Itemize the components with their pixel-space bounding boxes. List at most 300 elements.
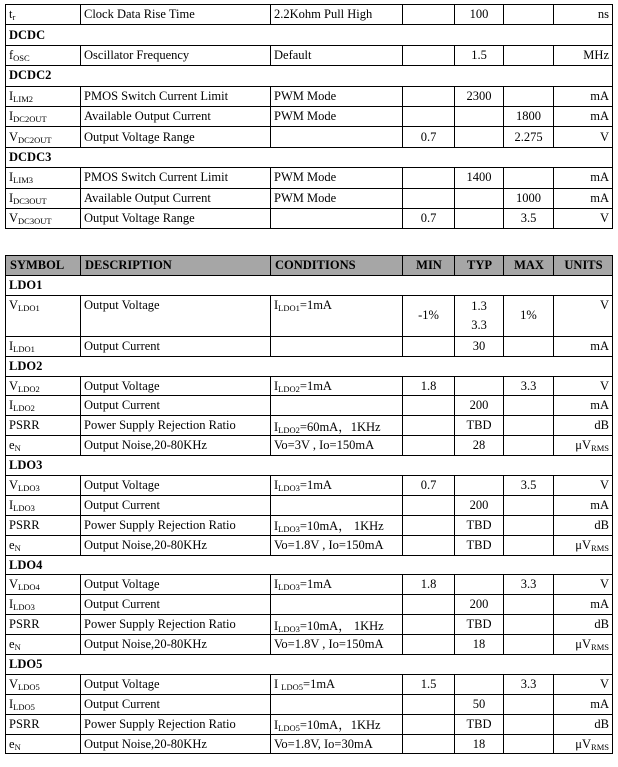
table-row (6, 127, 613, 147)
table-row (6, 595, 613, 615)
table-row (6, 106, 613, 126)
group-label: LDO3 (6, 456, 613, 476)
header-conditions: CONDITIONS (271, 256, 403, 276)
group-row (6, 66, 613, 86)
max-cell: 3.5 (504, 208, 554, 228)
unit-cell (554, 416, 613, 436)
min-cell (403, 515, 455, 535)
unit-cell (554, 188, 613, 208)
description-cell: Oscillator Frequency (81, 45, 271, 65)
symbol-cell (6, 495, 81, 515)
table-row (6, 5, 613, 25)
spec-table-dcdc-body (6, 5, 613, 229)
conditions-text-suffix: =1mA (299, 477, 332, 492)
unit-text: V (599, 211, 609, 226)
min-cell (403, 86, 455, 106)
typ-cell: 200 (455, 495, 504, 515)
max-cell (504, 535, 554, 555)
symbol-text: V (9, 129, 19, 144)
min-cell (403, 495, 455, 515)
conditions-cell (271, 734, 403, 754)
conditions-text-suffix: =10mA， 1KHz (299, 519, 384, 534)
conditions-text: Vo=1.8V , Io=150mA (274, 637, 384, 652)
table-row (6, 575, 613, 595)
group-label: LDO1 (6, 275, 613, 295)
symbol-subscript: LDO3 (18, 482, 40, 493)
symbol-text: e (9, 438, 15, 453)
group-label: LDO4 (6, 555, 613, 575)
max-cell: 3.5 (504, 476, 554, 496)
conditions-subscript: LDO1 (278, 302, 300, 313)
max-cell (504, 515, 554, 535)
unit-cell (554, 495, 613, 515)
symbol-text: V (9, 577, 19, 592)
unit-text: μV (575, 637, 592, 652)
conditions-cell (271, 575, 403, 595)
unit-cell (554, 595, 613, 615)
symbol-text: e (9, 637, 15, 652)
typ-cell: 200 (455, 396, 504, 416)
min-cell (403, 436, 455, 456)
unit-text: mA (590, 109, 609, 124)
unit-cell (554, 694, 613, 714)
unit-text: μV (575, 438, 592, 453)
description-cell: Power Supply Rejection Ratio (81, 714, 271, 734)
conditions-cell: 2.2Kohm Pull High (271, 5, 403, 25)
header-min: MIN (403, 256, 455, 276)
symbol-subscript: LDO1 (18, 302, 40, 313)
conditions-cell (271, 376, 403, 396)
description-cell: Output Voltage (81, 476, 271, 496)
conditions-text: I (274, 419, 279, 434)
group-label: DCDC2 (6, 66, 613, 86)
typ-value-2: 3.3 (471, 317, 487, 332)
symbol-subscript: N (14, 642, 21, 653)
description-cell: Available Output Current (81, 106, 271, 126)
conditions-text: Vo=1.8V , Io=150mA (274, 537, 384, 552)
min-cell (403, 734, 455, 754)
description-cell: Output Voltage (81, 376, 271, 396)
unit-text: V (599, 477, 609, 492)
unit-text: V (599, 577, 609, 592)
unit-cell (554, 45, 613, 65)
table-row (6, 86, 613, 106)
symbol-text: V (9, 477, 19, 492)
symbol-text: e (9, 736, 15, 751)
unit-subscript: RMS (591, 443, 609, 454)
typ-cell (455, 295, 504, 336)
conditions-cell: Default (271, 45, 403, 65)
conditions-text: I (274, 618, 279, 633)
description-cell: PMOS Switch Current Limit (81, 168, 271, 188)
min-cell (403, 45, 455, 65)
typ-cell: TBD (455, 714, 504, 734)
unit-text: MHz (583, 47, 609, 62)
conditions-cell (271, 495, 403, 515)
conditions-cell: PWM Mode (271, 188, 403, 208)
min-cell (403, 396, 455, 416)
spec-table-dcdc (5, 4, 613, 229)
symbol-cell (6, 674, 81, 694)
description-cell: Output Voltage (81, 674, 271, 694)
description-cell: Output Voltage Range (81, 127, 271, 147)
typ-cell: TBD (455, 615, 504, 635)
description-cell: Output Voltage (81, 295, 271, 336)
unit-text: mA (590, 398, 609, 413)
spec-table-ldo-body (6, 275, 613, 754)
description-cell: Output Current (81, 495, 271, 515)
min-cell: 1.5 (403, 674, 455, 694)
conditions-cell (271, 436, 403, 456)
table-row (6, 436, 613, 456)
symbol-text: I (9, 398, 14, 413)
conditions-subscript: LDO5 (281, 681, 304, 692)
unit-text: mA (590, 338, 609, 353)
symbol-subscript: LDO4 (18, 582, 40, 593)
max-cell (504, 168, 554, 188)
symbol-cell (6, 476, 81, 496)
description-cell: PMOS Switch Current Limit (81, 86, 271, 106)
max-cell (504, 734, 554, 754)
unit-text: mA (590, 88, 609, 103)
table-row (6, 615, 613, 635)
unit-text: dB (594, 517, 609, 532)
conditions-text-suffix: =1mA (299, 378, 332, 393)
conditions-cell (271, 515, 403, 535)
max-cell (504, 495, 554, 515)
max-cell: 2.275 (504, 127, 554, 147)
max-cell (504, 615, 554, 635)
max-cell (504, 336, 554, 356)
symbol-subscript: OSC (13, 52, 30, 63)
table-row (6, 295, 613, 336)
unit-cell (554, 575, 613, 595)
table-row (6, 416, 613, 436)
typ-cell: 1400 (455, 168, 504, 188)
max-cell (504, 5, 554, 25)
symbol-cell (6, 635, 81, 655)
max-cell (504, 694, 554, 714)
symbol-cell (6, 535, 81, 555)
symbol-text: PSRR (9, 617, 40, 632)
conditions-text: I (274, 477, 279, 492)
max-cell (504, 635, 554, 655)
symbol-cell (6, 45, 81, 65)
unit-text: ns (597, 7, 609, 22)
unit-text: dB (594, 617, 609, 632)
min-cell (403, 694, 455, 714)
min-cell (403, 595, 455, 615)
conditions-cell: PWM Mode (271, 168, 403, 188)
unit-cell (554, 515, 613, 535)
conditions-subscript: LDO3 (278, 582, 300, 593)
min-cell: 0.7 (403, 127, 455, 147)
conditions-text: I (274, 519, 279, 534)
description-cell: Available Output Current (81, 188, 271, 208)
conditions-subscript: LDO5 (278, 723, 300, 734)
symbol-subscript: N (14, 443, 21, 454)
group-label: DCDC (6, 25, 613, 45)
max-cell (504, 436, 554, 456)
unit-cell (554, 376, 613, 396)
group-row (6, 25, 613, 45)
symbol-cell (6, 416, 81, 436)
max-cell: 3.3 (504, 575, 554, 595)
symbol-cell (6, 5, 81, 25)
symbol-text: I (9, 497, 14, 512)
description-cell: Power Supply Rejection Ratio (81, 515, 271, 535)
symbol-subscript: DC3OUT (13, 195, 47, 206)
unit-cell (554, 714, 613, 734)
typ-cell (455, 476, 504, 496)
description-cell: Output Current (81, 336, 271, 356)
symbol-subscript: N (14, 542, 21, 553)
max-cell (504, 714, 554, 734)
unit-subscript: RMS (591, 741, 609, 752)
table-row (6, 515, 613, 535)
max-cell: 1800 (504, 106, 554, 126)
symbol-cell (6, 336, 81, 356)
unit-cell (554, 208, 613, 228)
min-cell (403, 416, 455, 436)
table-row (6, 376, 613, 396)
unit-text: V (599, 378, 609, 393)
symbol-text: I (9, 170, 14, 185)
unit-cell (554, 635, 613, 655)
unit-text: mA (590, 696, 609, 711)
symbol-cell (6, 575, 81, 595)
table-row (6, 208, 613, 228)
min-cell (403, 5, 455, 25)
header-typ: TYP (455, 256, 504, 276)
symbol-text: V (9, 211, 19, 226)
conditions-text: Vo=3V , Io=150mA (274, 438, 375, 453)
max-cell (504, 595, 554, 615)
unit-text: V (599, 297, 609, 312)
min-cell (403, 615, 455, 635)
conditions-cell: PWM Mode (271, 106, 403, 126)
unit-cell (554, 86, 613, 106)
unit-cell (554, 674, 613, 694)
table-row (6, 45, 613, 65)
conditions-cell (271, 535, 403, 555)
symbol-cell (6, 376, 81, 396)
symbol-cell (6, 86, 81, 106)
symbol-cell (6, 396, 81, 416)
description-cell: Output Noise,20-80KHz (81, 436, 271, 456)
symbol-text: I (9, 338, 14, 353)
symbol-cell (6, 714, 81, 734)
group-label: LDO5 (6, 655, 613, 675)
group-label: LDO2 (6, 356, 613, 376)
max-cell: 1000 (504, 188, 554, 208)
typ-cell: 2300 (455, 86, 504, 106)
group-row (6, 275, 613, 295)
symbol-text: f (9, 47, 14, 62)
typ-cell (455, 188, 504, 208)
symbol-text: V (9, 676, 19, 691)
conditions-text-suffix: =60mA，1KHz (299, 419, 381, 434)
max-cell: 1% (504, 295, 554, 336)
conditions-cell (271, 336, 403, 356)
symbol-text: V (9, 297, 19, 312)
conditions-text: I (274, 676, 282, 691)
symbol-subscript: LDO3 (13, 502, 35, 513)
table-header-row (6, 256, 613, 276)
conditions-subscript: LDO3 (278, 623, 300, 634)
unit-subscript: RMS (591, 642, 609, 653)
conditions-subscript: LDO2 (278, 424, 300, 435)
typ-cell: TBD (455, 515, 504, 535)
symbol-subscript: DC2OUT (13, 114, 47, 125)
group-row (6, 655, 613, 675)
symbol-subscript: DC3OUT (18, 216, 52, 227)
unit-cell (554, 615, 613, 635)
symbol-cell (6, 595, 81, 615)
description-cell: Output Current (81, 694, 271, 714)
conditions-text: I (274, 378, 279, 393)
typ-cell: 1.5 (455, 45, 504, 65)
conditions-cell (271, 615, 403, 635)
unit-cell (554, 336, 613, 356)
description-cell: Output Noise,20-80KHz (81, 635, 271, 655)
unit-text: V (599, 129, 609, 144)
symbol-text: I (9, 597, 14, 612)
conditions-cell (271, 127, 403, 147)
symbol-cell (6, 694, 81, 714)
symbol-subscript: LDO5 (18, 681, 40, 692)
symbol-text: t (9, 7, 13, 22)
typ-cell: 100 (455, 5, 504, 25)
conditions-cell (271, 295, 403, 336)
typ-value-1: 1.3 (471, 298, 487, 313)
symbol-text: I (9, 88, 14, 103)
header-description: DESCRIPTION (81, 256, 271, 276)
conditions-cell (271, 635, 403, 655)
symbol-subscript: LDO2 (18, 383, 40, 394)
description-cell: Power Supply Rejection Ratio (81, 416, 271, 436)
symbol-subscript: LIM2 (13, 93, 34, 104)
group-row (6, 456, 613, 476)
conditions-subscript: LDO3 (278, 524, 300, 535)
unit-text: dB (594, 418, 609, 433)
typ-cell: TBD (455, 535, 504, 555)
typ-cell: 18 (455, 734, 504, 754)
group-row (6, 356, 613, 376)
table-row (6, 535, 613, 555)
conditions-text: I (274, 718, 279, 733)
table-row (6, 674, 613, 694)
typ-cell: 50 (455, 694, 504, 714)
table-row (6, 694, 613, 714)
symbol-subscript: LDO3 (13, 602, 35, 613)
group-label: DCDC3 (6, 147, 613, 167)
max-cell (504, 86, 554, 106)
symbol-text: I (9, 696, 14, 711)
min-cell (403, 635, 455, 655)
min-cell (403, 535, 455, 555)
typ-cell (455, 376, 504, 396)
symbol-cell (6, 515, 81, 535)
symbol-cell (6, 168, 81, 188)
description-cell: Output Current (81, 396, 271, 416)
max-cell: 3.3 (504, 674, 554, 694)
unit-text: mA (590, 597, 609, 612)
unit-text: dB (594, 716, 609, 731)
unit-text: mA (590, 497, 609, 512)
typ-cell: 28 (455, 436, 504, 456)
symbol-text: e (9, 537, 15, 552)
symbol-text: PSRR (9, 517, 40, 532)
min-cell: 1.8 (403, 575, 455, 595)
min-cell (403, 336, 455, 356)
conditions-text: Vo=1.8V, Io=30mA (274, 736, 373, 751)
unit-text: mA (590, 170, 609, 185)
symbol-subscript: LDO1 (13, 343, 35, 354)
conditions-cell (271, 595, 403, 615)
symbol-subscript: LDO5 (13, 701, 35, 712)
unit-cell (554, 436, 613, 456)
conditions-cell (271, 694, 403, 714)
symbol-cell (6, 208, 81, 228)
conditions-cell: PWM Mode (271, 86, 403, 106)
min-cell (403, 188, 455, 208)
min-cell: 0.7 (403, 208, 455, 228)
table-row (6, 635, 613, 655)
typ-cell (455, 674, 504, 694)
description-cell: Clock Data Rise Time (81, 5, 271, 25)
symbol-cell (6, 734, 81, 754)
unit-text: μV (575, 736, 592, 751)
table-row (6, 734, 613, 754)
unit-cell (554, 295, 613, 336)
unit-cell (554, 535, 613, 555)
max-cell: 3.3 (504, 376, 554, 396)
conditions-text-suffix: =10mA，1KHz (299, 718, 381, 733)
typ-cell (455, 208, 504, 228)
typ-cell: TBD (455, 416, 504, 436)
unit-text: μV (575, 537, 592, 552)
symbol-subscript: N (14, 741, 21, 752)
header-max: MAX (504, 256, 554, 276)
symbol-subscript: LIM3 (13, 175, 34, 186)
table-row (6, 168, 613, 188)
description-cell: Output Noise,20-80KHz (81, 535, 271, 555)
symbol-text: PSRR (9, 716, 40, 731)
unit-cell (554, 106, 613, 126)
description-cell: Output Current (81, 595, 271, 615)
conditions-cell (271, 416, 403, 436)
typ-cell (455, 106, 504, 126)
unit-subscript: RMS (591, 542, 609, 553)
group-row (6, 555, 613, 575)
conditions-text: I (274, 577, 279, 592)
unit-cell (554, 734, 613, 754)
symbol-cell (6, 106, 81, 126)
min-cell: 1.8 (403, 376, 455, 396)
symbol-subscript: r (12, 12, 16, 23)
conditions-text-suffix: =1mA (299, 577, 332, 592)
min-cell: 0.7 (403, 476, 455, 496)
symbol-text: PSRR (9, 418, 40, 433)
symbol-text: V (9, 378, 19, 393)
unit-text: mA (590, 190, 609, 205)
symbol-cell (6, 127, 81, 147)
symbol-text: I (9, 109, 14, 124)
symbol-cell (6, 436, 81, 456)
max-cell (504, 396, 554, 416)
conditions-cell (271, 476, 403, 496)
